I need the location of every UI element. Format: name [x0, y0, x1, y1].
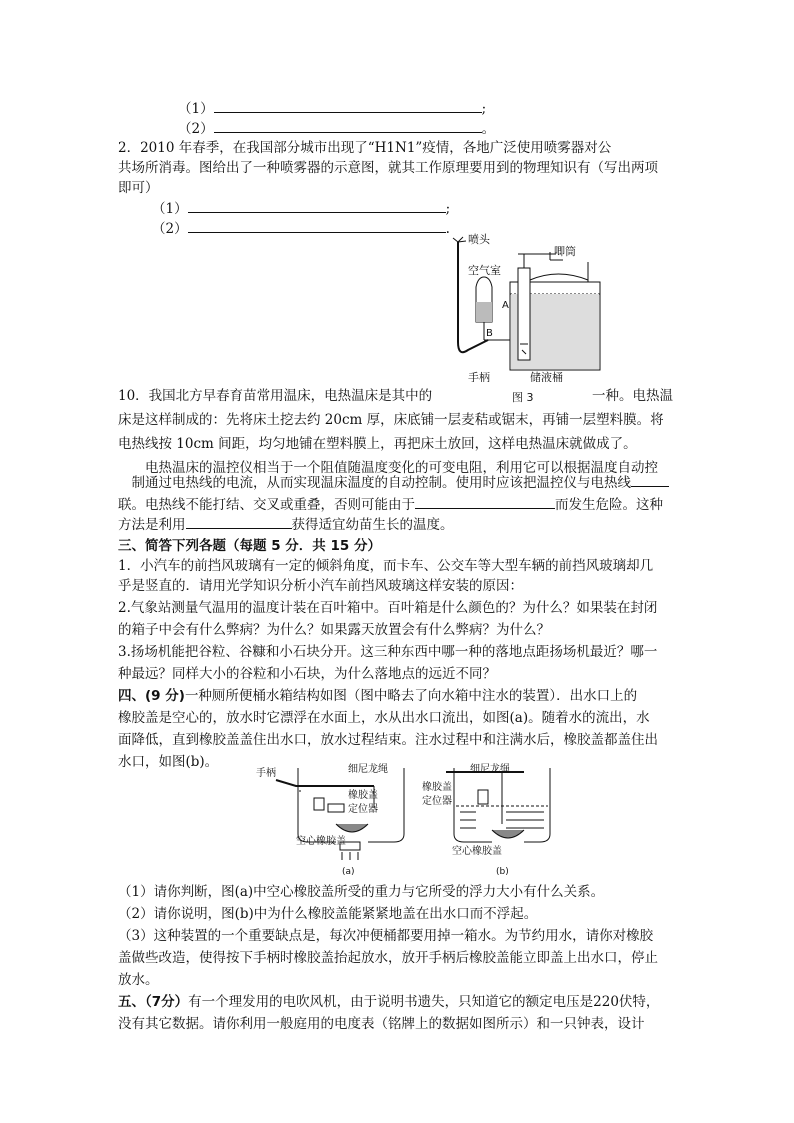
- punctuation: ;: [481, 101, 487, 117]
- sec4-line: [118, 686, 637, 706]
- toilet-tank-figure: [256, 760, 556, 878]
- blank-line-1: [178, 98, 486, 119]
- chain-label-a: 细尼龙绳: [348, 764, 388, 775]
- answer-blank[interactable]: [214, 118, 482, 133]
- caption-a: (a): [342, 867, 355, 877]
- tank-label: 储液桶: [530, 371, 563, 382]
- sec5-line: 没有其它数据。请你利用一般庭用的电度表（铭牌上的数据如图所示）和一只钟表，设计: [118, 1016, 645, 1032]
- q10-text: 而发生危险。这种: [555, 497, 663, 513]
- cap-label-b: 橡胶盖: [422, 782, 452, 793]
- valve-b-label: B: [486, 328, 493, 339]
- q10-line: 电热线按 10cm 间距，均匀地铺在塑料膜上，再把床土放回，这样电热温床就做成了。: [118, 436, 637, 452]
- q10-line: [118, 494, 663, 515]
- sec4-question: （1）请你判断，图(a)中空心橡胶盖所受的重力与它所受的浮力大小有什么关系。: [118, 884, 605, 900]
- blank-label: （1）: [152, 201, 188, 217]
- blank-line-2: [178, 118, 495, 139]
- q10-line: [118, 472, 669, 493]
- blank-label: （2）: [178, 121, 214, 137]
- sec3-line: 的箱子中会有什么弊病？为什么？如果露天放置会有什么弊病？为什么？: [118, 622, 550, 638]
- q2-line: 共场所消毒。图给出了一种喷雾器的示意图，就其工作原理要用到的物理知识有（写出两项: [118, 160, 658, 176]
- sec3-line: 种最远？同样大小的谷粒和小石块，为什么落地点的远近不同？: [118, 666, 496, 682]
- sec4-line: 面降低，直到橡胶盖盖住出水口，放水过程结束。注水过程中和注满水后，橡胶盖都盖住出: [118, 732, 658, 748]
- answer-blank[interactable]: [188, 198, 446, 213]
- blank-label: （2）: [152, 221, 188, 237]
- spray-line: [453, 238, 458, 242]
- tank-b-wall: [454, 768, 492, 842]
- chain-label-b: 细尼龙绳: [470, 764, 510, 775]
- hose: [458, 340, 488, 352]
- q10-text: 制通过电热线的电流，从而实现温床温度的自动控制。使用时应该把温控仪与电热线: [118, 475, 631, 491]
- sec4-line: 橡胶盖是空心的，放水时它漂浮在水面上，水从出水口流出，如图(a)。随着水的流出，水: [118, 710, 650, 726]
- fig3-caption: 图 3: [512, 391, 534, 404]
- answer-blank[interactable]: [214, 98, 482, 113]
- air-chamber-label: 空气室: [468, 264, 501, 277]
- q10-text: 获得适宜幼苗生长的温度。: [291, 517, 454, 533]
- sec3-line: 2.气象站测量气温用的温度计装在百叶箱中。百叶箱是什么颜色的？为什么？如果装在封闭: [118, 600, 658, 616]
- handle-label: 手柄: [468, 371, 490, 382]
- locator-label-b: 定位器: [422, 796, 452, 807]
- pump-cylinder: [518, 268, 530, 360]
- sec3-line: 乎是竖直的．请用光学知识分析小汽车前挡风玻璃这样安装的原因：: [118, 578, 523, 594]
- sec4-line: 水口，如图(b)。: [118, 754, 219, 770]
- handle-label-a: 手柄: [256, 768, 276, 779]
- hollow-cap-label-b: 空心橡胶盖: [452, 846, 502, 857]
- answer-blank[interactable]: [415, 494, 555, 509]
- q10-text: 联。电热线不能打结、交叉或重叠，否则可能由于: [118, 497, 415, 513]
- cap-b: [492, 830, 524, 838]
- sprayer-figure: [438, 232, 616, 382]
- valve-a-label: A: [502, 300, 509, 311]
- q10-line: [118, 386, 432, 406]
- sec3-line: 3.扬场机能把谷粒、谷糠和小石块分开。这三种东西中哪一种的落地点距扬场机最近？哪一: [118, 644, 658, 660]
- hollow-cap-label-a: 空心橡胶盖: [296, 836, 346, 847]
- sec5-text: 有一个理发用的电吹风机，由于说明书遗失，只知道它的额定电压是220伏特，: [188, 994, 660, 1010]
- sec3-line: 1．小汽车的前挡风玻璃有一定的倾斜角度，而卡车、公交车等大型车辆的前挡风玻璃却几: [118, 558, 654, 574]
- q10-line: [118, 514, 454, 535]
- sec5-line: [118, 992, 659, 1012]
- pump-label: 唧筒: [554, 245, 576, 258]
- sec4-question: 放水。: [118, 972, 159, 988]
- punctuation: .: [445, 221, 450, 237]
- answer-blank[interactable]: [186, 514, 292, 529]
- section-4-heading: 四、(9 分): [118, 688, 185, 704]
- section-5-heading: 五、（7分）: [118, 994, 189, 1010]
- q2-blank-1: [152, 198, 450, 219]
- cap-label-a: 橡胶盖: [348, 790, 378, 801]
- nozzle-label: 喷头: [468, 233, 490, 246]
- caption-b: (b): [496, 867, 509, 877]
- answer-blank[interactable]: [188, 218, 446, 233]
- q2-line: 2．2010 年春季，在我国部分城市出现了“H1N1”疫情，各地广泛使用喷雾器对公: [118, 140, 612, 156]
- q2-line: 即可）: [118, 180, 159, 196]
- locator-label-a: 定位器: [348, 804, 378, 815]
- answer-blank[interactable]: [631, 472, 669, 487]
- cap-a: [336, 824, 368, 832]
- punctuation: 。: [481, 121, 496, 137]
- handle-a: [276, 780, 374, 786]
- q10-text: 方法是利用: [118, 517, 186, 533]
- q10-text: 10．我国北方早春育苗常用温床，电热温床是其中的: [118, 388, 433, 404]
- q10-line: 一种。电热温: [592, 388, 673, 404]
- sec4-question: （3）这种装置的一个重要缺点是，每次冲便桶都要用掉一箱水。为节约用水，请你对橡胶: [118, 928, 654, 944]
- punctuation: ;: [445, 201, 451, 217]
- q2-blank-2: [152, 218, 450, 239]
- sec4-question: （2）请你说明，图(b)中为什么橡胶盖能紧紧地盖在出水口而不浮起。: [118, 906, 538, 922]
- sec4-question: 盖做些改造，使得按下手柄时橡胶盖抬起放水，放开手柄后橡胶盖能立即盖上出水口，停止: [118, 950, 658, 966]
- blank-label: （1）: [178, 101, 214, 117]
- q10-line: 床是这样制成的：先将床土挖去约 20cm 厚，床底铺一层麦秸或锯末，再铺一层塑料膜。将: [118, 412, 664, 428]
- section-3-heading: 三、简答下列各题（每题 5 分．共 15 分）: [118, 538, 381, 554]
- q10-line: 电热温床的温控仪相当于一个阻值随温度变化的可变电阻，利用它可以根据温度自动控: [118, 460, 658, 476]
- sec4-text: 一种厕所便桶水箱结构如图（图中略去了向水箱中注水的装置）．出水口上的: [184, 688, 638, 704]
